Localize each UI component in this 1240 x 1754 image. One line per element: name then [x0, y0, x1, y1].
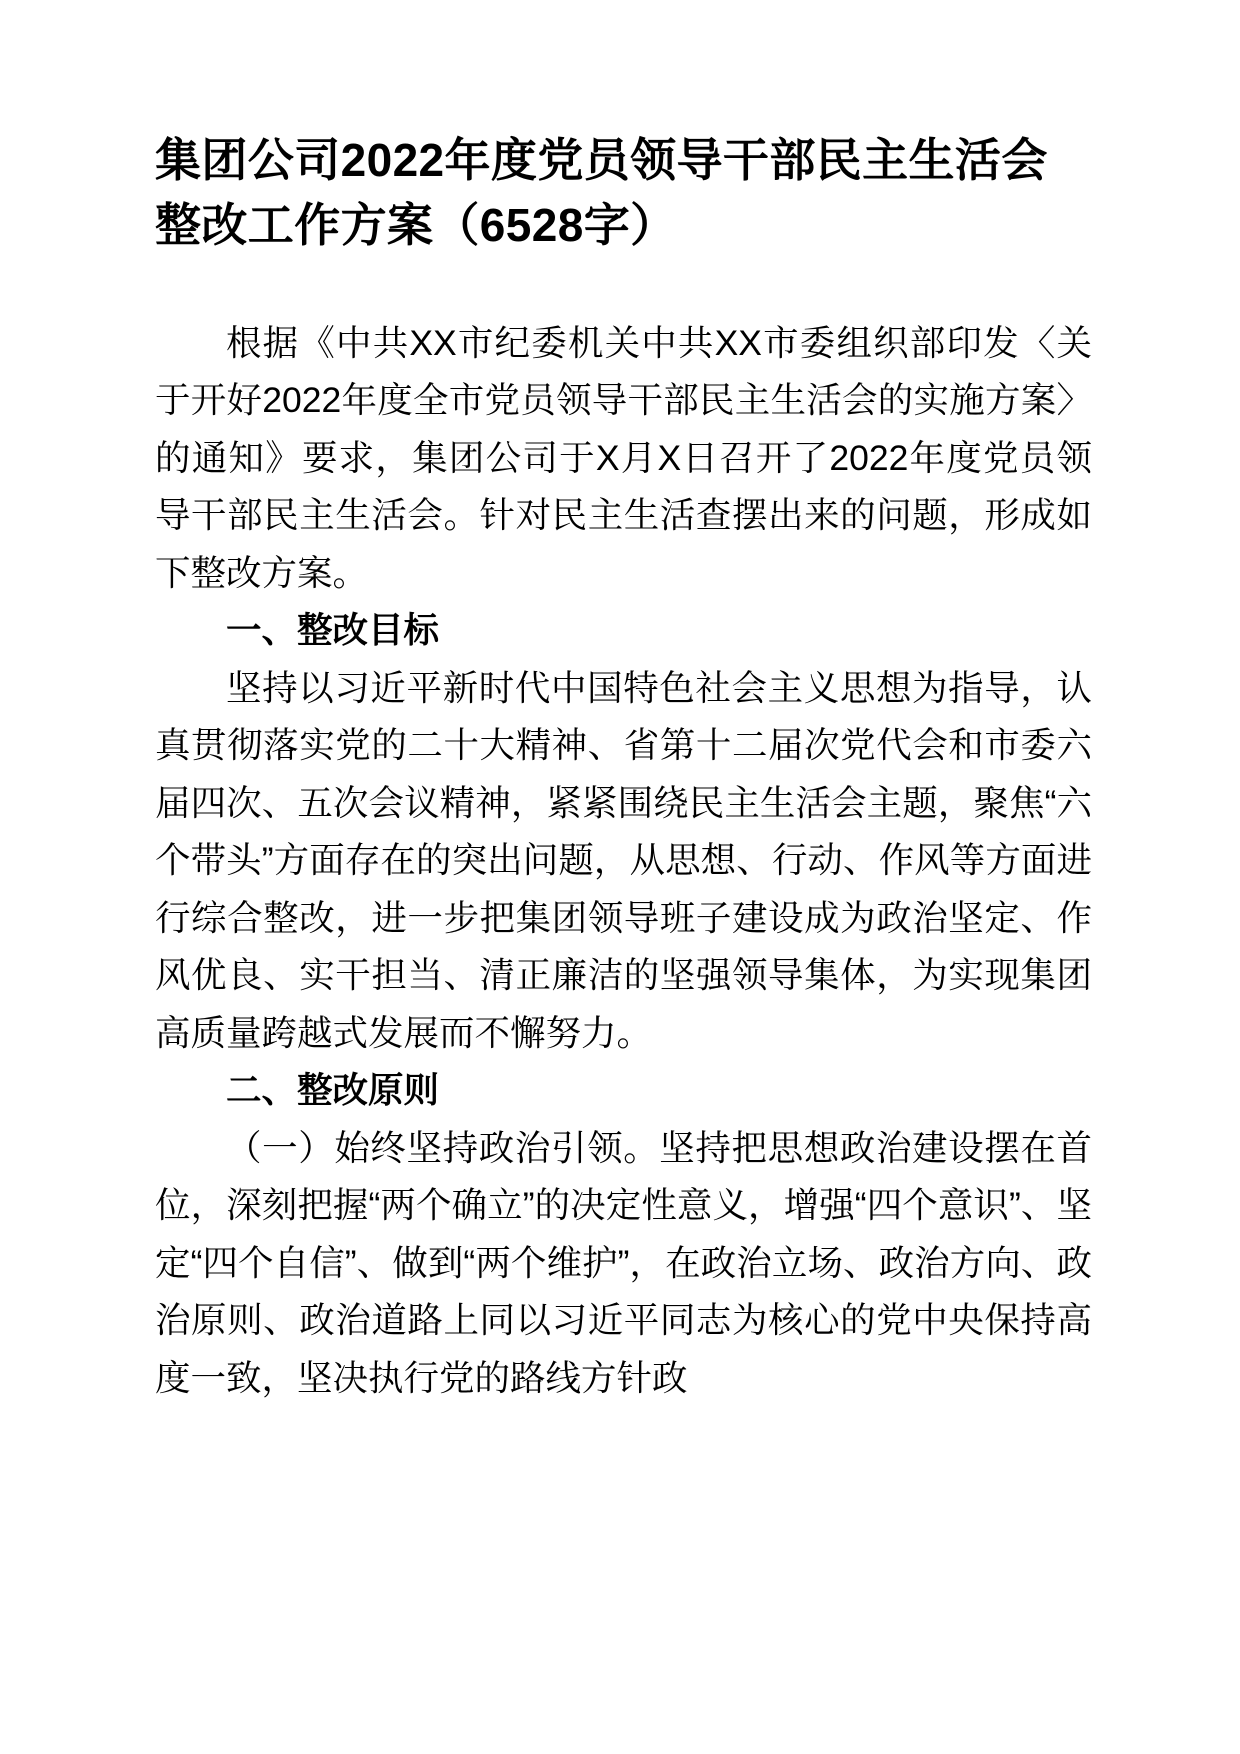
page-title: 集团公司2022年度党员领导干部民主生活会整改工作方案（6528字） — [155, 134, 1048, 252]
section-2-item-1-paragraph: （一）始终坚持政治引领。坚持把思想政治建设摆在首位，深刻把握“两个确立”的决定性意义，增强“四个意识”、坚定“四个自信”、做到“两个维护”，在政治立场、政治方向、政治原则、政治道路上同以习近平同志为核心的党中央保持高度一致，坚决执行党的路线方针政 — [155, 1127, 1092, 1398]
section-1-paragraph: 坚持以习近平新时代中国特色社会主义思想为指导，认真贯彻落实党的二十大精神、省第十二届次党代会和市委六届四次、五次会议精神，紧紧围绕民主生活会主题，聚焦“六个带头”方面存在的突出问题，从思想、行动、作风等方面进行综合整改，进一步把集团领导班子建设成为政治坚定、作风优良、实干担当、清正廉洁的坚强领导集体，为实现集团高质量跨越式发展而不懈努力。 — [155, 667, 1092, 1053]
section-heading-1: 一、整改目标 — [226, 610, 440, 651]
intro-paragraph: 根据《中共XX市纪委机关中共XX市委组织部印发〈关于开好2022年度全市党员领导干部民主生活会的实施方案〉的通知》要求，集团公司于X月X日召开了2022年度党员领导干部民主生活会。针对民主生活查摆出来的问题，形成如下整改方案。 — [155, 322, 1092, 593]
document-body — [155, 315, 1092, 1408]
section-heading-2: 二、整改原则 — [226, 1070, 440, 1111]
